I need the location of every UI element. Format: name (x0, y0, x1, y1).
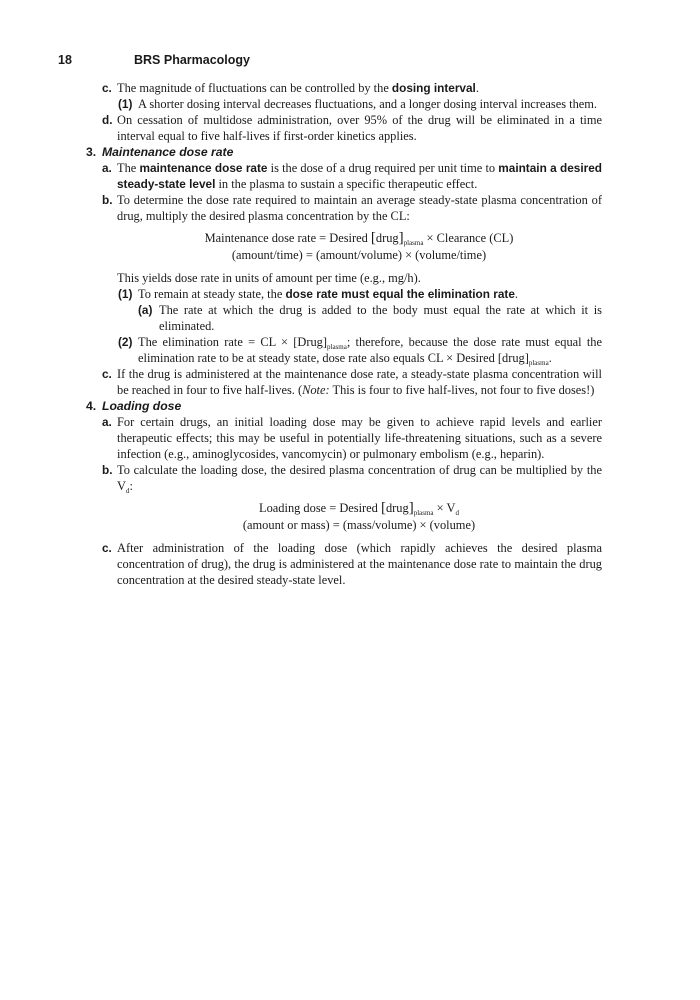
heading-maintenance-dose-rate: 3. Maintenance dose rate (86, 145, 234, 159)
item-3b-determine-dose-rate: b. To determine the dose rate required to maintain an average steady-state plasma concentration of drug, multiply the desired plasma concentration by the CL: (102, 193, 602, 223)
equation-line-1: Loading dose = Desired $[drug]_{plasma} \times V_d$ (259, 500, 459, 517)
page-header (58, 52, 251, 68)
item-d-cessation: d. On cessation of multidose administration, over 95% of the drug will be eliminated in a time interval equal to five half-lives if first-order kinetics applies. (102, 113, 602, 143)
item-4c-after-loading-dose: c. After administration of the loading dose (which rapidly achieves the desired plasma concentration of drug), the drug is administered at the maintenance dose rate to maintain the drug concentration at the desired steady-state level. (102, 541, 602, 587)
equation-line-2: (amount or mass) = (mass/volume) × (volume) (242, 518, 476, 532)
item-3b1a-rate-added: (a) The rate at which the drug is added to the body must equal the rate at which it is eliminated. (138, 303, 602, 333)
item-3a-definition: a. The maintenance dose rate is the dose of a drug required per unit time to maintain a desired steady-state level in the plasma to sustain a specific therapeutic effect. (102, 161, 603, 191)
item-4b-calculate-loading-dose: b. To calculate the loading dose, the desired plasma concentration of drug can be multiplied by the $V_d$: (102, 463, 602, 495)
item-4a-loading-dose-use: a. For certain drugs, an initial loading dose may be given to achieve rapid levels and earlier therapeutic effects; this may be useful in potentially life-threatening situations, such as a severe infection (e.g., aminoglycosides, vancomycin) or pulmonary embolism (e.g., heparin). (102, 415, 602, 461)
equation-loading-dose (86, 500, 602, 534)
dose-rate-units-note: This yields dose rate in units of amount per time (e.g., mg/h). (117, 271, 421, 285)
page-number: 18 (58, 53, 72, 67)
equation-line-1: Maintenance dose rate = Desired $[drug]_{plasma}$ × Clearance (CL) (204, 230, 514, 247)
equation-line-2: (amount/time) = (amount/volume) × (volume/time) (231, 248, 487, 262)
heading-loading-dose: 4. Loading dose (86, 399, 182, 413)
item-3c-steady-state-time: c. If the drug is administered at the maintenance dose rate, a steady-state plasma concentration will be reached in four to five half-lives. (Note: This is four to five half-lives, not four to five doses!) (102, 367, 602, 397)
item-3b2-elimination-rate: (2) The elimination rate = CL × $[Drug]_{plasma}$; therefore, because the dose rate must equal the elimination rate to be at steady state, dose rate also equals CL × Desired $[drug]_{plasma}$. (118, 335, 602, 367)
equation-maintenance-dose-rate (86, 230, 602, 264)
item-c1-shorter-interval: (1) A shorter dosing interval decreases fluctuations, and a longer dosing interval increases them. (118, 97, 598, 111)
item-3b1-steady-state: (1) To remain at steady state, the dose rate must equal the elimination rate. (118, 287, 518, 301)
page-body (86, 80, 602, 588)
item-c-dosing-interval: c. The magnitude of fluctuations can be controlled by the dosing interval. (102, 81, 479, 95)
book-title: BRS Pharmacology (134, 53, 251, 67)
